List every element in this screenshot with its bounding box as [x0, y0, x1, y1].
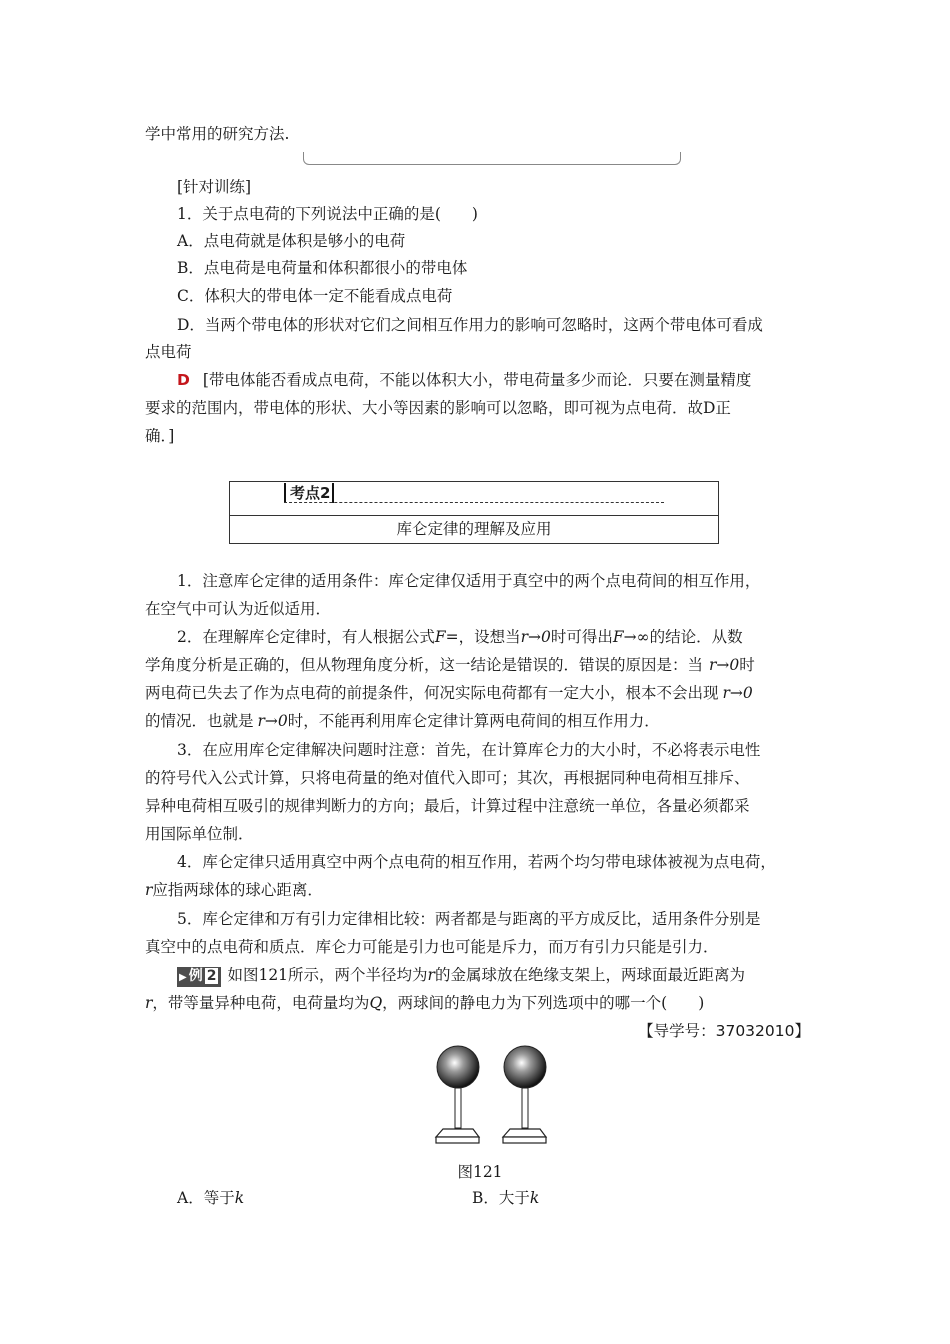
option-d: D．当两个带电体的形状对它们之间相互作用力的影响可忽略时，这两个带电体可看成 [177, 316, 763, 334]
point-2-line-2: 学角度分析是正确的，但从物理角度分析，这一结论是错误的．错误的原因是：当 r→0时 [145, 656, 755, 674]
point-3-line-3: 异种电荷相互吸引的规律判断力的方向；最后，计算过程中注意统一单位，各量必须都采 [145, 797, 750, 815]
right-sphere-stand [503, 1046, 546, 1143]
left-sphere-stand [436, 1046, 479, 1143]
point-5-line-2: 真空中的点电荷和质点．库仑力可能是引力也可能是斥力，而万有引力只能是引力． [145, 938, 719, 956]
answer-line-1: D [带电体能否看成点电荷，不能以体积大小，带电荷量多少而论．只要在测量精度 [177, 371, 752, 389]
summary-box-bottom [303, 152, 681, 165]
top-fragment: 学中常用的研究方法. [145, 125, 290, 143]
kaodian-dash [284, 502, 664, 503]
example-option-a: A．等于k [177, 1189, 245, 1207]
daoxue-number: 【导学号：37032010】 [638, 1022, 810, 1040]
point-3-line-2: 的符号代入公式计算，只将电荷量的绝对值代入即可；其次，再根据同种电荷相互排斥、 [145, 769, 750, 787]
option-b: B．点电荷是电荷量和体积都很小的带电体 [177, 259, 468, 277]
point-2-line-1: 2．在理解库仑定律时，有人根据公式F=，设想当r→0时可得出F→∞的结论．从数 [177, 628, 743, 646]
answer-line-3: 确．] [145, 427, 175, 445]
example-line-1: ▶ 例 2 如图121所示，两个半径均为r的金属球放在绝缘支架上，两球面最近距离为 [177, 965, 842, 987]
point-5-line-1: 5．库仑定律和万有引力定律相比较：两者都是与距离的平方成反比，适用条件分别是 [177, 910, 761, 928]
kaodian-box [229, 481, 719, 544]
point-1-line-1: 1．注意库仑定律的适用条件：库仑定律仅适用于真空中的两个点电荷间的相互作用， [177, 572, 761, 590]
example-badge: ▶ 例 2 [177, 967, 221, 987]
point-3-line-4: 用国际单位制． [145, 825, 254, 843]
point-1-line-2: 在空气中可认为近似适用． [145, 600, 332, 618]
question-1: 1．关于点电荷的下列说法中正确的是( ) [177, 205, 478, 223]
example-line-2: r，带等量异种电荷，电荷量均为Q，两球间的静电力为下列选项中的哪一个( ) [145, 994, 705, 1012]
option-c: C．体积大的带电体一定不能看成点电荷 [177, 287, 453, 305]
example-option-b: B．大于k [472, 1189, 540, 1207]
option-a: A．点电荷就是体积是够小的电荷 [177, 232, 406, 250]
point-2-line-4: 的情况．也就是 r→0时，不能再利用库仑定律计算两电荷间的相互作用力． [145, 712, 660, 730]
two-spheres-figure [433, 1045, 553, 1150]
answer-line-2: 要求的范围内，带电体的形状、大小等因素的影响可以忽略，即可视为点电荷．故D正 [145, 399, 731, 417]
kaodian-label: 考点2 [284, 483, 334, 503]
option-d-cont: 点电荷 [145, 343, 192, 361]
answer-letter: D [177, 371, 190, 389]
training-heading: [针对训练] [177, 178, 252, 196]
point-3-line-1: 3．在应用库仑定律解决问题时注意：首先，在计算库仑力的大小时，不必将表示电性 [177, 741, 761, 759]
triangle-icon: ▶ [179, 972, 187, 983]
kaodian-title: 库仑定律的理解及应用 [396, 520, 552, 538]
point-4-line-1: 4．库仑定律只适用真空中两个点电荷的相互作用，若两个均匀带电球体被视为点电荷， [177, 853, 776, 871]
figure-caption: 图121 [457, 1163, 503, 1181]
point-4-line-2: r应指两球体的球心距离． [145, 881, 323, 899]
point-2-line-3: 两电荷已失去了作为点电荷的前提条件，何况实际电荷都有一定大小，根本不会出现 r→0 [145, 684, 753, 702]
